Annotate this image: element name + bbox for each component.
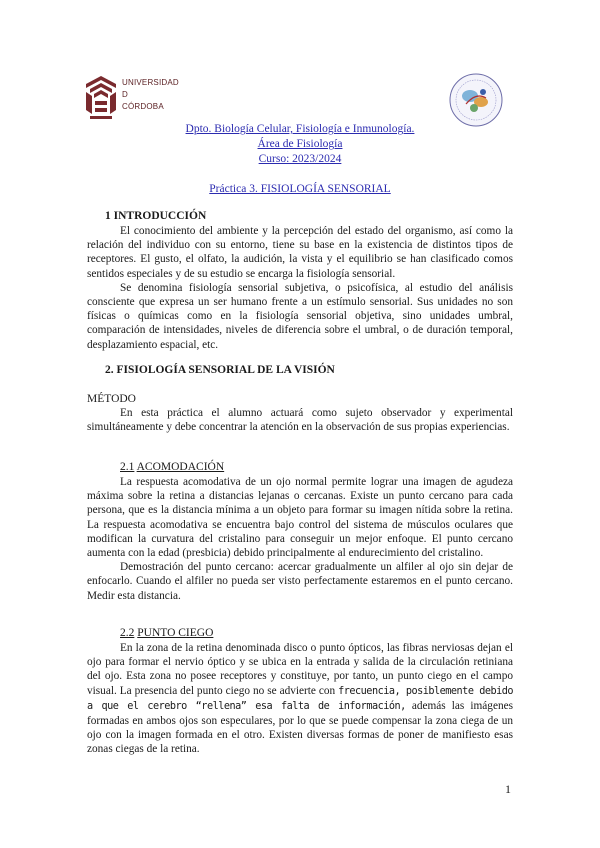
section-1-heading: 1 INTRODUCCIÓN (105, 210, 207, 222)
page-number: 1 (505, 782, 511, 796)
university-name: UNIVERSIDAD D CÓRDOBA (122, 78, 179, 111)
university-crest-icon (82, 74, 120, 120)
section-1-body (87, 224, 513, 352)
section-2-heading: 2. FISIOLOGÍA SENSORIAL DE LA VISIÓN (105, 364, 335, 376)
area-line[interactable]: Área de Fisiología (257, 138, 343, 150)
department-line[interactable]: Dpto. Biología Celular, Fisiología e Inmunología. (185, 123, 415, 135)
subsection-2-1-heading (120, 461, 224, 473)
method-paragraph: En esta práctica el alumno actuará como sujeto observador y experimental simultáneamente y debe concentrar la atención en la observación de sus propias experiencias. (87, 407, 513, 434)
method-body (87, 406, 513, 434)
physiology-emblem-icon (448, 72, 504, 128)
subsection-2-2-body (87, 641, 513, 757)
practice-title[interactable]: Práctica 3. FISIOLOGÍA SENSORIAL (209, 183, 391, 195)
department-emblem (448, 72, 504, 128)
subsection-2-2-number: 2.2 (120, 627, 135, 639)
blind-spot-text-end: además las imágenes formadas en ambos ojos son especulares, por lo que se puede compensar la zona ciega de un ojo con la imagen formada en el otro. Existen diversas formas de poner de manifiesto esas zonas ciegas de la retina. (87, 699, 514, 756)
subsection-2-2-heading (120, 627, 213, 639)
course-line[interactable]: Curso: 2023/2024 (258, 153, 342, 165)
accommodation-paragraph-2: Demostración del punto cercano: acercar gradualmente un alfiler al ojo sin dejar de enfocarlo. Cuando el alfiler no pueda ser visto perfectamente estaremos en el punto cercano. Medir esta distancia. (87, 561, 513, 602)
subsection-2-1-number: 2.1 (120, 461, 135, 473)
method-label: MÉTODO (87, 393, 136, 405)
intro-paragraph-1: El conocimiento del ambiente y la percepción del estado del organismo, así como la relación del individuo con su entorno, tiene su base en la existencia de distintos tipos de receptores. El gusto, el olfato, la audición, la vista y el equilibrio se han clasificado comos sentidos especiales y de su estudio se encarga la fisiología sensorial. (87, 225, 513, 280)
blind-spot-text-start: En la zona de la retina denominada disco o punto ópticos, las fibras nerviosas dejan el ojo para formar el nervio óptico y se ubica en la entrada y salida de la circulación retiniana del ojo. Esta zona no posee receptores y constituye, por tanto, un punto ciego en el campo visual. La presencia del punto ciego no se advierte con (87, 642, 513, 697)
blind-spot-paragraph (87, 641, 513, 757)
subsection-2-2-title: PUNTO CIEGO (137, 627, 214, 639)
subsection-2-1-title: ACOMODACIÓN (136, 461, 225, 473)
subsection-2-1-body (87, 475, 513, 603)
university-logo (82, 74, 182, 120)
blind-spot-text-alt-font: frecuencia, posiblemente debido a que el cerebro “rellena” esa falta de información, (87, 685, 513, 712)
accommodation-paragraph-1: La respuesta acomodativa de un ojo normal permite lograr una imagen de agudeza máxima sobre la retina a distancias lejanas o cercanas. Existe un punto cercano para cada persona, que es la distancia mínima a un objeto para formar su imagen nítida sobre la retina. La respuesta acomodativa se encuentra bajo control del sistema de músculos oculares que modifican la curvatura del cristalino para conseguir un mejor enfoque. El punto cercano aumenta con la edad (presbicia) debido principalmente al endurecimiento del cristalino. (87, 476, 513, 560)
intro-paragraph-2: Se denomina fisiología sensorial subjetiva, o psicofísica, al estudio del análisis consciente que expresa un ser humano frente a un estímulo sensorial. Sus unidades no son físicas o químicas como en la fisiología sensorial objetiva, sino unidades umbral, comparación de intensidades, niveles de diferencia sobre el umbral, o de duración temporal, desplazamiento espacial, etc. (87, 281, 513, 351)
